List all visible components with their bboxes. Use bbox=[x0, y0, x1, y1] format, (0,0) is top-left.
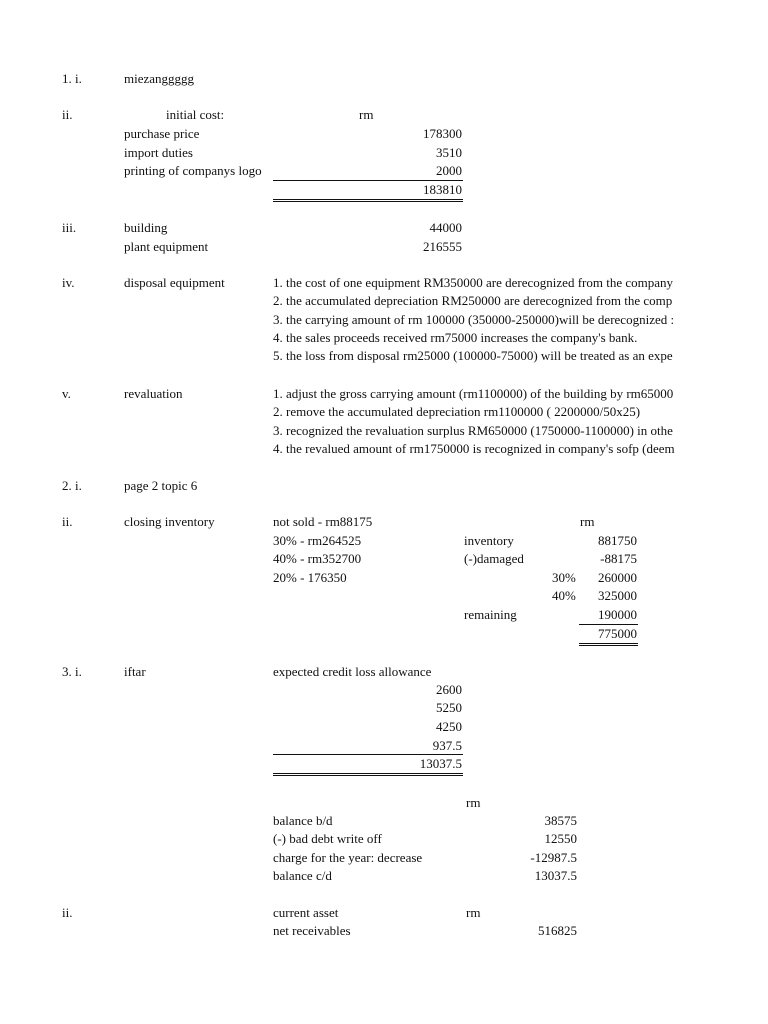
cost-item-value: 3510 bbox=[436, 145, 462, 160]
inventory-note: not sold - rm88175 bbox=[273, 514, 373, 529]
cost-item-value: 178300 bbox=[423, 126, 462, 141]
q1-iii-label: iii. bbox=[62, 220, 77, 235]
q1-i-label: 1. i. bbox=[62, 71, 82, 86]
disposal-line: 2. the accumulated depreciation RM250000 are derecognized from the comp bbox=[273, 293, 673, 308]
percent-30-value: 260000 bbox=[598, 570, 637, 585]
damaged-label: (-)damaged bbox=[464, 551, 524, 566]
revaluation-line: 1. adjust the gross carrying amount (rm1100000) of the building by rm65000 bbox=[273, 386, 674, 401]
q3-i-label: 3. i. bbox=[62, 664, 82, 679]
revaluation-line: 2. remove the accumulated depreciation rm1100000 ( 2200000/50x25) bbox=[273, 404, 641, 419]
remaining-value: 190000 bbox=[598, 607, 637, 622]
allowance-unit: rm bbox=[466, 795, 481, 810]
allowance-row-label: charge for the year: decrease bbox=[273, 850, 423, 865]
damaged-value: -88175 bbox=[600, 551, 637, 566]
net-receivables-label: net receivables bbox=[273, 923, 351, 938]
ecl-total: 13037.5 bbox=[419, 756, 462, 771]
cost-item-value: 2000 bbox=[436, 163, 462, 178]
percent-30-label: 30% bbox=[552, 570, 576, 585]
percent-40-label: 40% bbox=[552, 588, 576, 603]
allowance-row-label: balance b/d bbox=[273, 813, 333, 828]
total-rule bbox=[273, 199, 463, 200]
revaluation-title: revaluation bbox=[124, 386, 183, 401]
initial-cost-total: 183810 bbox=[423, 182, 462, 197]
q2-i-label: 2. i. bbox=[62, 478, 82, 493]
remaining-label: remaining bbox=[464, 607, 517, 622]
ecl-value: 4250 bbox=[436, 719, 462, 734]
asset-value: 216555 bbox=[423, 239, 462, 254]
allowance-row-label: (-) bad debt write off bbox=[273, 831, 382, 846]
q1-ii-label: ii. bbox=[62, 107, 73, 122]
inventory-unit: rm bbox=[580, 514, 595, 529]
inventory-note: 20% - 176350 bbox=[273, 570, 347, 585]
percent-40-value: 325000 bbox=[598, 588, 637, 603]
q1-ii-unit: rm bbox=[359, 107, 374, 122]
inventory-label: inventory bbox=[464, 533, 514, 548]
disposal-line: 1. the cost of one equipment RM350000 are derecognized from the company bbox=[273, 275, 673, 290]
subtotal-rule bbox=[273, 754, 463, 755]
subtotal-rule bbox=[273, 180, 463, 181]
ecl-value: 2600 bbox=[436, 682, 462, 697]
disposal-line: 4. the sales proceeds received rm75000 increases the company's bank. bbox=[273, 330, 638, 345]
asset-value: 44000 bbox=[429, 220, 462, 235]
net-receivables-value: 516825 bbox=[538, 923, 577, 938]
cost-item-label: purchase price bbox=[124, 126, 200, 141]
cost-item-label: printing of companys logo bbox=[124, 163, 262, 178]
allowance-row-value: 12550 bbox=[544, 831, 577, 846]
inventory-value: 881750 bbox=[598, 533, 637, 548]
current-asset-label: current asset bbox=[273, 905, 339, 920]
total-rule bbox=[579, 643, 638, 644]
inventory-note: 40% - rm352700 bbox=[273, 551, 362, 566]
asset-label: building bbox=[124, 220, 168, 235]
q1-v-label: v. bbox=[62, 386, 71, 401]
iftar-title: iftar bbox=[124, 664, 146, 679]
revaluation-line: 3. recognized the revaluation surplus RM650000 (1750000-1100000) in othe bbox=[273, 423, 673, 438]
cost-item-label: import duties bbox=[124, 145, 193, 160]
closing-inventory-title: closing inventory bbox=[124, 514, 215, 529]
closing-inventory-total: 775000 bbox=[598, 626, 637, 641]
q1-iv-label: iv. bbox=[62, 275, 75, 290]
ecl-heading: expected credit loss allowance bbox=[273, 664, 432, 679]
total-rule-double bbox=[579, 645, 638, 646]
subtotal-rule bbox=[579, 624, 638, 625]
q2-ii-label: ii. bbox=[62, 514, 73, 529]
current-asset-unit: rm bbox=[466, 905, 481, 920]
allowance-row-value: 38575 bbox=[544, 813, 577, 828]
allowance-row-value: 13037.5 bbox=[534, 868, 577, 883]
disposal-line: 5. the loss from disposal rm25000 (100000-75000) will be treated as an expe bbox=[273, 348, 673, 363]
disposal-title: disposal equipment bbox=[124, 275, 225, 290]
inventory-note: 30% - rm264525 bbox=[273, 533, 362, 548]
total-rule bbox=[273, 773, 463, 774]
initial-cost-heading: initial cost: bbox=[166, 107, 225, 122]
q2-i-answer: page 2 topic 6 bbox=[124, 478, 198, 493]
total-rule-double bbox=[273, 201, 463, 202]
disposal-line: 3. the carrying amount of rm 100000 (350000-250000)will be derecognized : bbox=[273, 312, 675, 327]
q1-i-answer: miezanggggg bbox=[124, 71, 195, 86]
allowance-row-label: balance c/d bbox=[273, 868, 332, 883]
ecl-value: 5250 bbox=[436, 700, 462, 715]
ecl-value: 937.5 bbox=[432, 738, 462, 753]
revaluation-line: 4. the revalued amount of rm1750000 is recognized in company's sofp (deem bbox=[273, 441, 675, 456]
q3-ii-label: ii. bbox=[62, 905, 73, 920]
asset-label: plant equipment bbox=[124, 239, 209, 254]
total-rule-double bbox=[273, 775, 463, 776]
allowance-row-value: -12987.5 bbox=[530, 850, 577, 865]
